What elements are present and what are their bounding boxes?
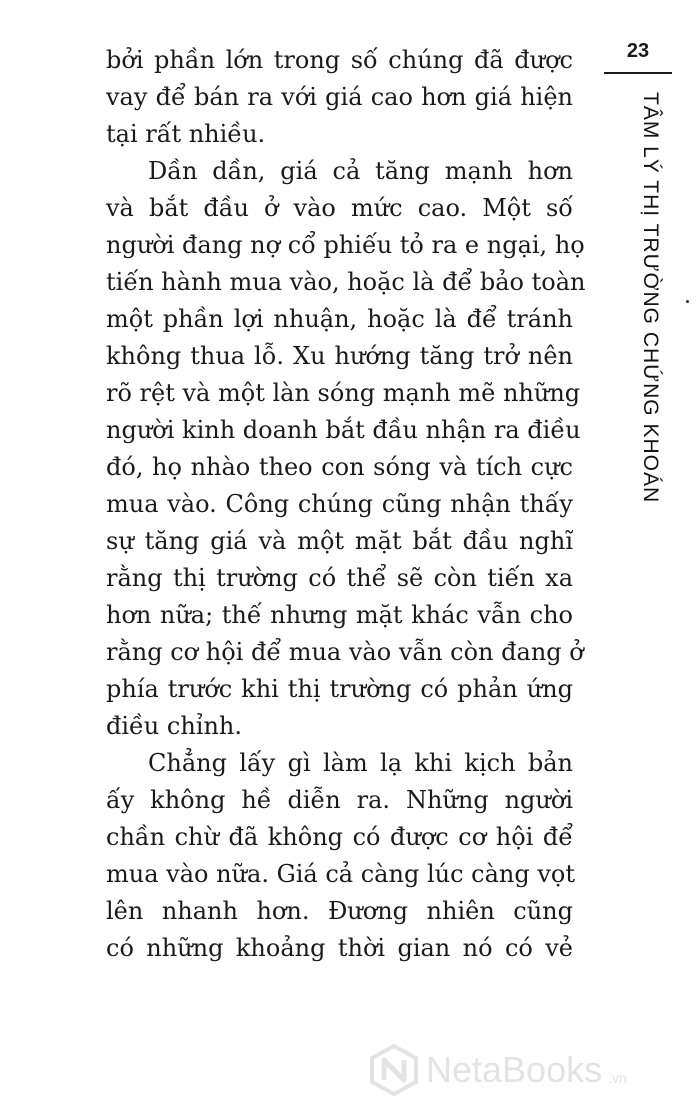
text-line: tiến hành mua vào, hoặc là để bảo toàn [106,268,586,296]
text-line: hơn nữa; thế nhưng mặt khác vẫn cho [106,601,573,629]
text-line: rằng cơ hội để mua vào vẫn còn đang ở [106,638,584,666]
text-line: rằng thị trường có thể sẽ còn tiến xa [106,564,573,592]
text-line: không thua lỗ. Xu hướng tăng trở nên [106,342,573,370]
netabooks-logo-icon [368,1044,420,1096]
paragraph-2 [106,153,586,745]
text-line: chần chừ đã không có được cơ hội để [106,823,573,851]
watermark-suffix: .vn [608,1070,627,1086]
text-line: lên nhanh hơn. Đương nhiên cũng [106,897,573,925]
text-line: mua vào nữa. Giá cả càng lúc càng vọt [106,860,575,888]
text-line: một phần lợi nhuận, hoặc là để tránh [106,305,573,333]
body-text [106,42,586,967]
header-divider [604,72,672,74]
text-line: bởi phần lớn trong số chúng đã được [106,46,573,74]
text-line: sự tăng giá và một mặt bắt đầu nghĩ [106,527,573,555]
text-line: người đang nợ cổ phiếu tỏ ra e ngại, họ [106,231,585,259]
text-line: và bắt đầu ở vào mức cao. Một số [106,194,573,222]
paragraph-1 [106,42,573,153]
text-line: người kinh doanh bắt đầu nhận ra điều [106,416,581,444]
text-line: có những khoảng thời gian nó có vẻ [106,934,573,962]
running-title: TÂM LÝ THỊ TRƯỜNG CHỨNG KHOÁN [639,92,662,504]
text-line: Dần dần, giá cả tăng mạnh hơn [148,157,573,185]
text-line: tại rất nhiều. [106,120,266,148]
text-line: mua vào. Công chúng cũng nhận thấy [106,490,573,518]
margin-mark [686,300,689,303]
text-line: vay để bán ra với giá cao hơn giá hiện [106,83,573,111]
page-number: 23 [626,40,650,62]
text-line: đó, họ nhào theo con sóng và tích cực [106,453,573,481]
text-line: rõ rệt và một làn sóng mạnh mẽ những [106,379,581,407]
paragraph-3 [106,745,573,967]
text-line: điều chỉnh. [106,712,243,740]
watermark-text: NetaBooks [426,1049,603,1090]
text-line: phía trước khi thị trường có phản ứng [106,675,573,703]
watermark [368,1044,627,1096]
text-line: Chẳng lấy gì làm lạ khi kịch bản [148,749,573,777]
text-line: ấy không hề diễn ra. Những người [106,786,573,814]
